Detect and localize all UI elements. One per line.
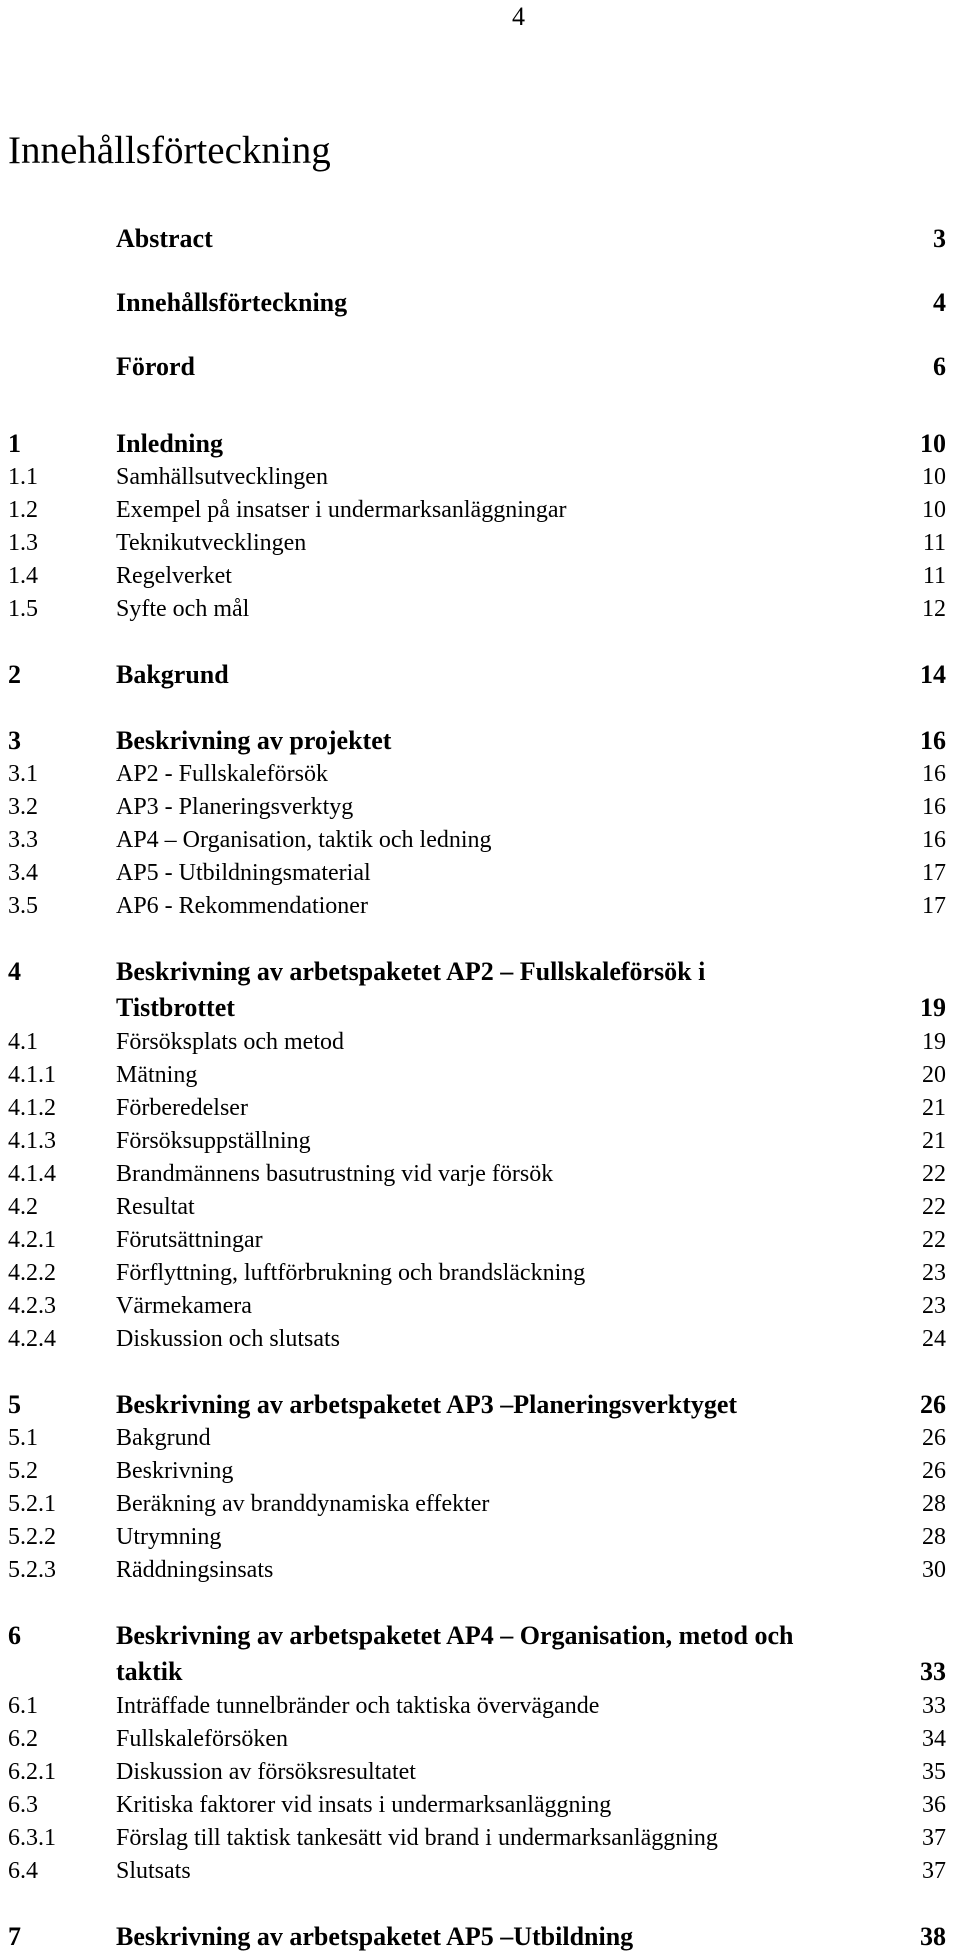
toc-entry-page: 26 (920, 1390, 946, 1419)
toc-entry-page: 20 (922, 1062, 946, 1088)
toc-entry-page: 38 (920, 1922, 946, 1951)
toc-entry-page: 22 (922, 1227, 946, 1253)
toc-entry-page: 37 (922, 1858, 946, 1884)
toc-chapter-entry[interactable] (0, 1919, 960, 1954)
toc-entry-number: 4.2 (8, 1194, 38, 1220)
toc-entry-number: 1.3 (8, 530, 38, 556)
toc-entry-number: 1.5 (8, 596, 38, 622)
toc-section-entry[interactable] (0, 1554, 960, 1587)
toc-chapter-entry[interactable] (0, 657, 960, 692)
toc-entry-page: 12 (922, 596, 946, 622)
toc-section-entry[interactable] (0, 1158, 960, 1191)
toc-chapter-entry[interactable] (0, 723, 960, 758)
toc-entry-number: 4.1.3 (8, 1128, 56, 1154)
toc-front-matter-entry[interactable] (0, 269, 960, 333)
toc-entry-page: 22 (922, 1194, 946, 1220)
toc-entry-title: Brandmännens basutrustning vid varje försök (116, 1161, 554, 1187)
toc-entry-number: 6.3 (8, 1792, 38, 1818)
toc-section-entry[interactable] (0, 1455, 960, 1488)
toc-entry-page: 11 (922, 530, 946, 556)
toc-entry-title: Förberedelser (116, 1095, 248, 1121)
toc-entry-title: Beskrivning av arbetspaketet AP3 –Planeringsverktyget (116, 1390, 738, 1419)
toc-entry-page: 24 (922, 1326, 946, 1352)
toc-entry-page: 26 (922, 1425, 946, 1451)
toc-entry-page: 17 (922, 860, 946, 886)
toc-section-entry[interactable] (0, 1521, 960, 1554)
toc-section-entry[interactable] (0, 791, 960, 824)
toc-section-entry[interactable] (0, 758, 960, 791)
toc-entry-title: Resultat (116, 1194, 195, 1220)
toc-entry-title: Diskussion av försöksresultatet (116, 1759, 416, 1785)
toc-entry-page: 30 (922, 1557, 946, 1583)
toc-entry-title: Kritiska faktorer vid insats i undermarksanläggning (116, 1792, 612, 1818)
toc-spacer (0, 1587, 960, 1618)
toc-entry-page: 16 (922, 761, 946, 787)
toc-entry-number: 4.1.1 (8, 1062, 56, 1088)
toc-entry-title: Beskrivning av arbetspaketet AP4 – Organisation, metod och taktik (116, 1621, 794, 1686)
toc-entry-number: 2 (8, 660, 21, 689)
toc-entry-page: 4 (933, 288, 946, 317)
toc-entry-title: AP5 - Utbildningsmaterial (116, 860, 371, 886)
toc-entry-title: Räddningsinsats (116, 1557, 274, 1583)
toc-entry-number: 6 (8, 1621, 21, 1650)
toc-entry-title: AP2 - Fullskaleförsök (116, 761, 328, 787)
toc-entry-page: 34 (922, 1726, 946, 1752)
toc-entry-page: 16 (922, 827, 946, 853)
toc-entry-number: 5.2.2 (8, 1524, 56, 1550)
toc-entry-number: 4.1.2 (8, 1095, 56, 1121)
toc-entry-page: 33 (920, 1657, 946, 1686)
toc-entry-number: 1 (8, 429, 21, 458)
toc-spacer (0, 1356, 960, 1387)
toc-entry-title: Inträffade tunnelbränder och taktiska övervägande (116, 1693, 600, 1719)
toc-section-entry[interactable] (0, 824, 960, 857)
toc-section-entry[interactable] (0, 890, 960, 923)
toc-entry-title: Förflyttning, luftförbrukning och brandsläckning (116, 1260, 586, 1286)
toc-entry-page: 14 (920, 660, 946, 689)
toc-chapter-entry[interactable] (0, 426, 960, 461)
toc-entry-title: Beskrivning av arbetspaketet AP5 –Utbildning (116, 1922, 634, 1951)
toc-front-matter-entry[interactable] (0, 333, 960, 397)
toc-spacer (0, 923, 960, 954)
toc-entry-title: Abstract (116, 224, 213, 253)
toc-entry-page: 19 (920, 993, 946, 1022)
toc-entry-page: 37 (922, 1825, 946, 1851)
toc-entry-title: Utrymning (116, 1524, 222, 1550)
toc-entry-title: Förord (116, 352, 195, 381)
toc-entry-page: 10 (922, 497, 946, 523)
toc-entry-title: Försöksplats och metod (116, 1029, 344, 1055)
toc-entry-number: 3.2 (8, 794, 38, 820)
toc-entry-title: Slutsats (116, 1858, 191, 1884)
toc-entry-page: 28 (922, 1491, 946, 1517)
toc-section-entry[interactable] (0, 1026, 960, 1059)
toc-entry-page: 6 (933, 352, 946, 381)
toc-entry-title: AP6 - Rekommendationer (116, 893, 368, 919)
toc-entry-title: Beräkning av branddynamiska effekter (116, 1491, 490, 1517)
toc-section-entry[interactable] (0, 1224, 960, 1257)
toc-section-entry[interactable] (0, 1822, 960, 1855)
toc-entry-number: 5.2.3 (8, 1557, 56, 1583)
toc-section-entry[interactable] (0, 1125, 960, 1158)
toc-chapter-entry[interactable] (0, 954, 960, 1026)
toc-entry-number: 4.2.2 (8, 1260, 56, 1286)
toc-entry-number: 7 (8, 1922, 21, 1951)
toc-entry-number: 3.5 (8, 893, 38, 919)
toc-spacer (0, 626, 960, 657)
toc-section-entry[interactable] (0, 461, 960, 494)
toc-entry-page: 36 (922, 1792, 946, 1818)
toc-entry-title: Beskrivning (116, 1458, 234, 1484)
toc-entry-title: Teknikutvecklingen (116, 530, 307, 556)
toc-entry-page: 21 (922, 1095, 946, 1121)
toc-entry-number: 4.2.3 (8, 1293, 56, 1319)
toc-entry-number: 5 (8, 1390, 21, 1419)
toc-section-entry[interactable] (0, 1723, 960, 1756)
toc-entry-number: 5.2 (8, 1458, 38, 1484)
toc-entry-title: AP3 - Planeringsverktyg (116, 794, 354, 820)
toc-entry-page: 33 (922, 1693, 946, 1719)
toc-entry-page: 11 (922, 563, 946, 589)
toc-section-entry[interactable] (0, 857, 960, 890)
toc-entry-title: Försöksuppställning (116, 1128, 311, 1154)
toc-spacer (0, 397, 960, 426)
toc-entry-page: 16 (922, 794, 946, 820)
toc-entry-title: AP4 – Organisation, taktik och ledning (116, 827, 492, 853)
toc-entry-page: 21 (922, 1128, 946, 1154)
page-number: 4 (512, 2, 525, 31)
toc-entry-number: 5.1 (8, 1425, 38, 1451)
toc-entry-title: Regelverket (116, 563, 232, 589)
toc-section-entry[interactable] (0, 1422, 960, 1455)
toc-entry-title: Bakgrund (116, 1425, 211, 1451)
toc-entry-title: Mätning (116, 1062, 198, 1088)
toc-section-entry[interactable] (0, 1789, 960, 1822)
toc-section-entry[interactable] (0, 1756, 960, 1789)
toc-entry-number: 6.4 (8, 1858, 38, 1884)
toc-entry-page: 22 (922, 1161, 946, 1187)
toc-entry-page: 35 (922, 1759, 946, 1785)
toc-section-entry[interactable] (0, 1059, 960, 1092)
toc-entry-page: 16 (920, 726, 946, 755)
table-of-contents (0, 205, 960, 1954)
toc-entry-title: Fullskaleförsöken (116, 1726, 288, 1752)
toc-entry-number: 3.3 (8, 827, 38, 853)
toc-entry-title: Samhällsutvecklingen (116, 464, 328, 490)
toc-entry-number: 1.1 (8, 464, 38, 490)
page-title: Innehållsförteckning (8, 129, 331, 172)
toc-spacer (0, 1888, 960, 1919)
toc-entry-page: 23 (922, 1260, 946, 1286)
toc-entry-title: Exempel på insatser i undermarksanläggningar (116, 497, 567, 523)
toc-entry-page: 3 (933, 224, 946, 253)
toc-entry-title: Värmekamera (116, 1293, 252, 1319)
toc-entry-title: Förslag till taktisk tankesätt vid brand i undermarksanläggning (116, 1825, 718, 1851)
toc-entry-title: Inledning (116, 429, 223, 458)
toc-entry-page: 10 (920, 429, 946, 458)
toc-entry-title: Bakgrund (116, 660, 229, 689)
toc-chapter-entry[interactable] (0, 1618, 960, 1690)
toc-section-entry[interactable] (0, 1092, 960, 1125)
toc-section-entry[interactable] (0, 527, 960, 560)
toc-entry-number: 4 (8, 957, 21, 986)
toc-entry-title: Beskrivning av projektet (116, 726, 392, 755)
toc-entry-title: Syfte och mål (116, 596, 250, 622)
toc-section-entry[interactable] (0, 494, 960, 527)
toc-entry-number: 4.2.1 (8, 1227, 56, 1253)
toc-front-matter-entry[interactable] (0, 205, 960, 269)
toc-entry-page: 23 (922, 1293, 946, 1319)
toc-section-entry[interactable] (0, 560, 960, 593)
toc-entry-page: 10 (922, 464, 946, 490)
toc-entry-number: 4.2.4 (8, 1326, 56, 1352)
toc-entry-title: Beskrivning av arbetspaketet AP2 – Fullskaleförsök i Tistbrottet (116, 957, 706, 1022)
toc-entry-title: Förutsättningar (116, 1227, 263, 1253)
toc-entry-number: 3.4 (8, 860, 38, 886)
toc-entry-number: 6.3.1 (8, 1825, 56, 1851)
toc-section-entry[interactable] (0, 1488, 960, 1521)
toc-section-entry[interactable] (0, 1290, 960, 1323)
toc-section-entry[interactable] (0, 1323, 960, 1356)
toc-entry-title: Diskussion och slutsats (116, 1326, 341, 1352)
toc-chapter-entry[interactable] (0, 1387, 960, 1422)
toc-entry-page: 28 (922, 1524, 946, 1550)
toc-entry-title: Innehållsförteckning (116, 288, 348, 317)
toc-entry-number: 6.1 (8, 1693, 38, 1719)
toc-spacer (0, 692, 960, 723)
toc-entry-page: 26 (922, 1458, 946, 1484)
toc-section-entry[interactable] (0, 1257, 960, 1290)
toc-entry-number: 6.2.1 (8, 1759, 56, 1785)
toc-section-entry[interactable] (0, 1690, 960, 1723)
toc-entry-number: 4.1 (8, 1029, 38, 1055)
toc-entry-number: 5.2.1 (8, 1491, 56, 1517)
toc-entry-number: 1.2 (8, 497, 38, 523)
toc-entry-number: 1.4 (8, 563, 38, 589)
toc-entry-number: 3.1 (8, 761, 38, 787)
toc-entry-number: 3 (8, 726, 21, 755)
toc-section-entry[interactable] (0, 1855, 960, 1888)
toc-entry-number: 4.1.4 (8, 1161, 56, 1187)
toc-entry-page: 19 (922, 1029, 946, 1055)
toc-section-entry[interactable] (0, 1191, 960, 1224)
toc-entry-number: 6.2 (8, 1726, 38, 1752)
toc-entry-page: 17 (922, 893, 946, 919)
toc-section-entry[interactable] (0, 593, 960, 626)
